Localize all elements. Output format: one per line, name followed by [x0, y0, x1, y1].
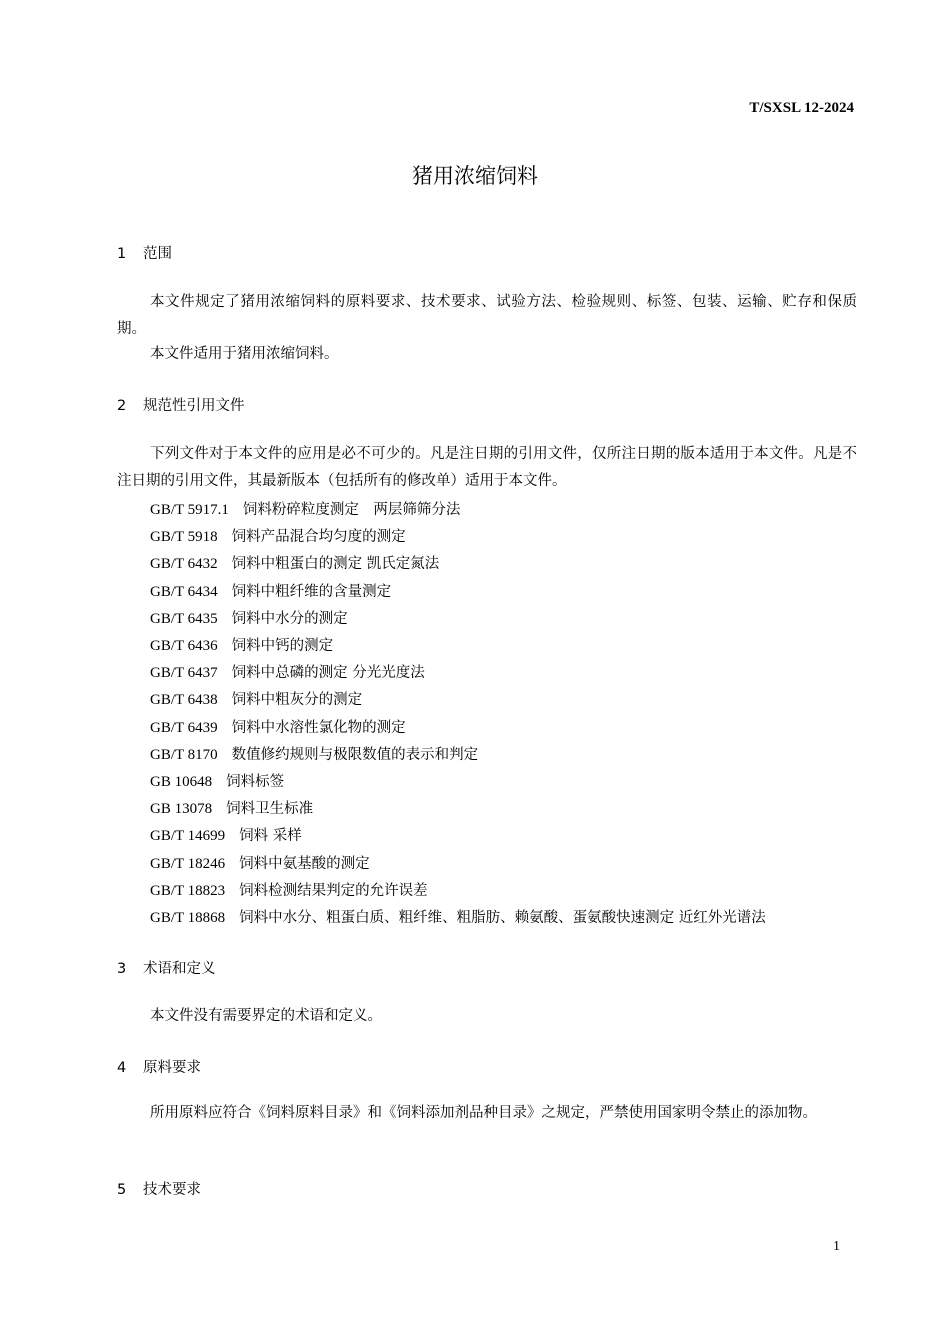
reference-title: 饲料中钙的测定 — [231, 638, 334, 654]
paragraph-references-intro: 下列文件对于本文件的应用是必不可少的。凡是注日期的引用文件，仅所注日期的版本适用于本文件。凡是不注日期的引用文件，其最新版本（包括所有的修改单）适用于本文件。 — [117, 446, 857, 489]
paragraph-raw-materials: 所用原料应符合《饲料原料目录》和《饲料添加剂品种目录》之规定，严禁使用国家明令禁止的添加物。 — [150, 1105, 817, 1121]
page-number: 1 — [833, 1239, 840, 1254]
reference-code: GB/T 18868 — [150, 910, 226, 926]
reference-item — [150, 743, 478, 764]
reference-item — [150, 634, 333, 655]
reference-item — [150, 688, 362, 709]
reference-title: 饲料中粗蛋白的测定 凯氏定氮法 — [231, 556, 440, 573]
reference-code: GB/T 6434 — [150, 583, 218, 600]
document-title: 猪用浓缩饲料 — [412, 164, 538, 188]
reference-item — [150, 661, 425, 682]
reference-code: GB/T 6432 — [150, 556, 218, 573]
reference-code: GB/T 18823 — [150, 882, 226, 899]
reference-code: GB/T 6439 — [150, 719, 218, 736]
reference-item — [150, 580, 391, 601]
reference-title: 饲料标签 — [226, 774, 285, 790]
reference-title: 饲料中水分的测定 — [231, 610, 348, 627]
reference-code: GB 13078 — [150, 801, 213, 818]
reference-code: GB/T 6437 — [150, 665, 218, 682]
reference-item — [150, 797, 313, 818]
section-title: 术语和定义 — [143, 961, 216, 977]
reference-item — [150, 716, 406, 737]
reference-title: 饲料产品混合均匀度的测定 — [231, 529, 406, 546]
reference-item — [150, 525, 406, 546]
section-heading-scope — [117, 242, 172, 263]
reference-title: 饲料中总磷的测定 分光光度法 — [231, 665, 425, 682]
reference-code: GB/T 6436 — [150, 638, 218, 654]
reference-code: GB/T 6438 — [150, 692, 218, 709]
section-title: 原料要求 — [143, 1060, 201, 1076]
reference-item — [150, 552, 439, 573]
reference-item — [150, 607, 348, 628]
section-title: 范围 — [143, 246, 172, 262]
reference-item — [150, 498, 460, 519]
reference-code: GB/T 8170 — [150, 746, 218, 763]
paragraph-terms: 本文件没有需要界定的术语和定义。 — [150, 1008, 382, 1024]
section-heading-terms — [117, 957, 216, 978]
reference-code: GB/T 14699 — [150, 828, 226, 845]
reference-code: GB/T 18246 — [150, 855, 226, 872]
reference-code: GB/T 6435 — [150, 610, 218, 627]
reference-title: 饲料粉碎粒度测定 两层筛筛分法 — [242, 502, 461, 518]
reference-item — [150, 852, 370, 873]
section-number: 2 — [117, 398, 127, 414]
reference-title: 饲料中水溶性氯化物的测定 — [231, 719, 406, 736]
section-title: 技术要求 — [143, 1182, 201, 1198]
section-number: 1 — [117, 246, 127, 262]
section-number: 4 — [117, 1060, 127, 1076]
reference-title: 饲料中粗纤维的含量测定 — [231, 583, 392, 600]
section-heading-raw-materials — [117, 1056, 201, 1077]
section-heading-normative-references — [117, 394, 245, 415]
reference-title: 饲料 采样 — [239, 828, 302, 845]
reference-item — [150, 879, 428, 900]
reference-title: 饲料卫生标准 — [226, 801, 314, 818]
paragraph-scope-1: 本文件规定了猪用浓缩饲料的原料要求、技术要求、试验方法、检验规则、标签、包装、运输、贮存和保质期。 — [117, 294, 857, 337]
reference-title: 饲料中水分、粗蛋白质、粗纤维、粗脂肪、赖氨酸、蛋氨酸快速测定 近红外光谱法 — [239, 910, 766, 926]
reference-title: 饲料检测结果判定的允许误差 — [239, 882, 428, 899]
section-number: 3 — [117, 961, 127, 977]
reference-code: GB/T 5917.1 — [150, 502, 229, 518]
standard-code: T/SXSL 12-2024 — [749, 100, 854, 116]
paragraph-scope-2: 本文件适用于猪用浓缩饲料。 — [150, 346, 339, 362]
reference-item — [150, 770, 284, 791]
reference-item — [150, 906, 766, 927]
reference-title: 饲料中粗灰分的测定 — [231, 692, 363, 709]
reference-code: GB/T 5918 — [150, 529, 218, 546]
reference-item — [150, 824, 302, 845]
section-title: 规范性引用文件 — [143, 398, 245, 414]
section-number: 5 — [117, 1182, 127, 1198]
reference-title: 数值修约规则与极限数值的表示和判定 — [231, 746, 479, 763]
section-heading-technical-requirements — [117, 1178, 201, 1199]
reference-code: GB 10648 — [150, 774, 213, 790]
reference-title: 饲料中氨基酸的测定 — [239, 855, 370, 872]
